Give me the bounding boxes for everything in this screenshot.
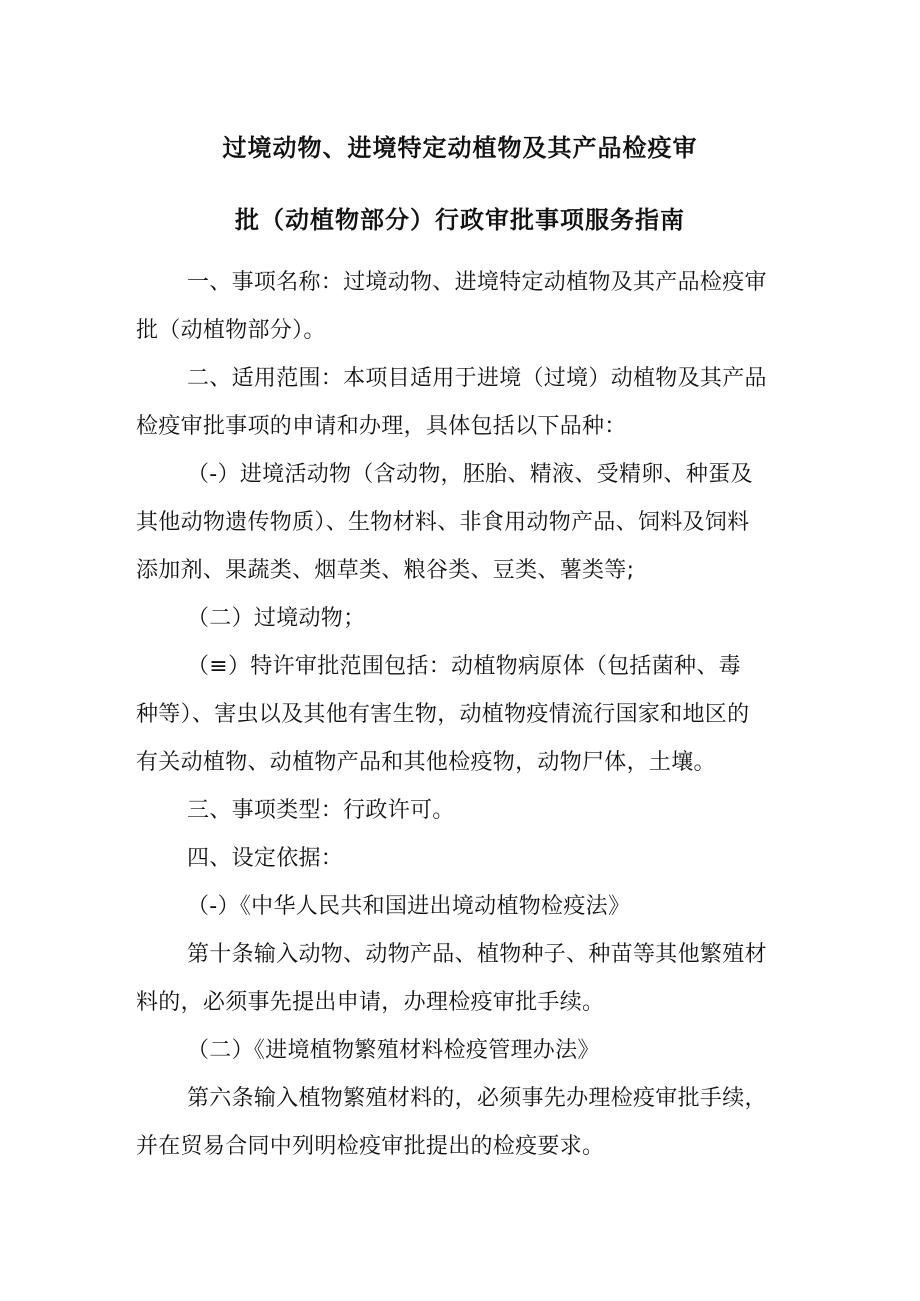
scope-sub-1-line-2: 其他动物遗传物质）、生物材料、非食用动物产品、饲料及饲料 xyxy=(136,510,750,535)
item-2-scope-line-1: 二、适用范围：本项目适用于进境（过境）动植物及其产品 xyxy=(187,366,767,391)
item-2-scope-line-2: 检疫审批事项的申请和办理，具体包括以下品种： xyxy=(136,414,627,439)
basis-article-10-line-2: 料的，必须事先提出申请，办理检疫审批手续。 xyxy=(136,990,605,1015)
item-1-name-line-2: 批（动植物部分）。 xyxy=(136,318,326,343)
item-3-type: 三、事项类型：行政许可。 xyxy=(187,798,455,823)
basis-article-6-line-2: 并在贸易合同中列明检疫审批提出的检疫要求。 xyxy=(136,1134,605,1159)
scope-sub-1-line-1: （-）进境活动物（含动物，胚胎、精液、受精卵、种蛋及 xyxy=(187,462,753,487)
item-1-name-line-1: 一、事项名称：过境动物、进境特定动植物及其产品检疫审 xyxy=(187,270,767,295)
scope-sub-3-line-2: 种等）、害虫以及其他有害生物，动植物疫情流行国家和地区的 xyxy=(136,702,750,727)
scope-sub-3-line-1: （≡）特许审批范围包括：动植物病原体（包括菌种、毒 xyxy=(187,654,741,679)
document-title-line-2: 批（动植物部分）行政审批事项服务指南 xyxy=(235,206,685,234)
document-title-line-1: 过境动物、进境特定动植物及其产品检疫审 xyxy=(222,134,698,162)
scope-sub-1-line-3: 添加剂、果蔬类、烟草类、粮谷类、豆类、薯类等; xyxy=(136,558,635,583)
item-4-basis: 四、设定依据： xyxy=(187,846,344,871)
basis-sub-2-regulation: （二）《进境植物繁殖材料检疫管理办法》 xyxy=(187,1038,600,1063)
scope-sub-2: （二）过境动物； xyxy=(187,606,366,631)
basis-sub-1-law: （-）《中华人民共和国进出境动植物检疫法》 xyxy=(187,894,631,919)
scope-sub-3-line-3: 有关动植物、动植物产品和其他检疫物，动物尸体，土壤。 xyxy=(136,750,716,775)
basis-article-10-line-1: 第十条输入动物、动物产品、植物种子、种苗等其他繁殖材 xyxy=(187,942,767,967)
basis-article-6-line-1: 第六条输入植物繁殖材料的，必须事先办理检疫审批手续， xyxy=(187,1086,767,1111)
